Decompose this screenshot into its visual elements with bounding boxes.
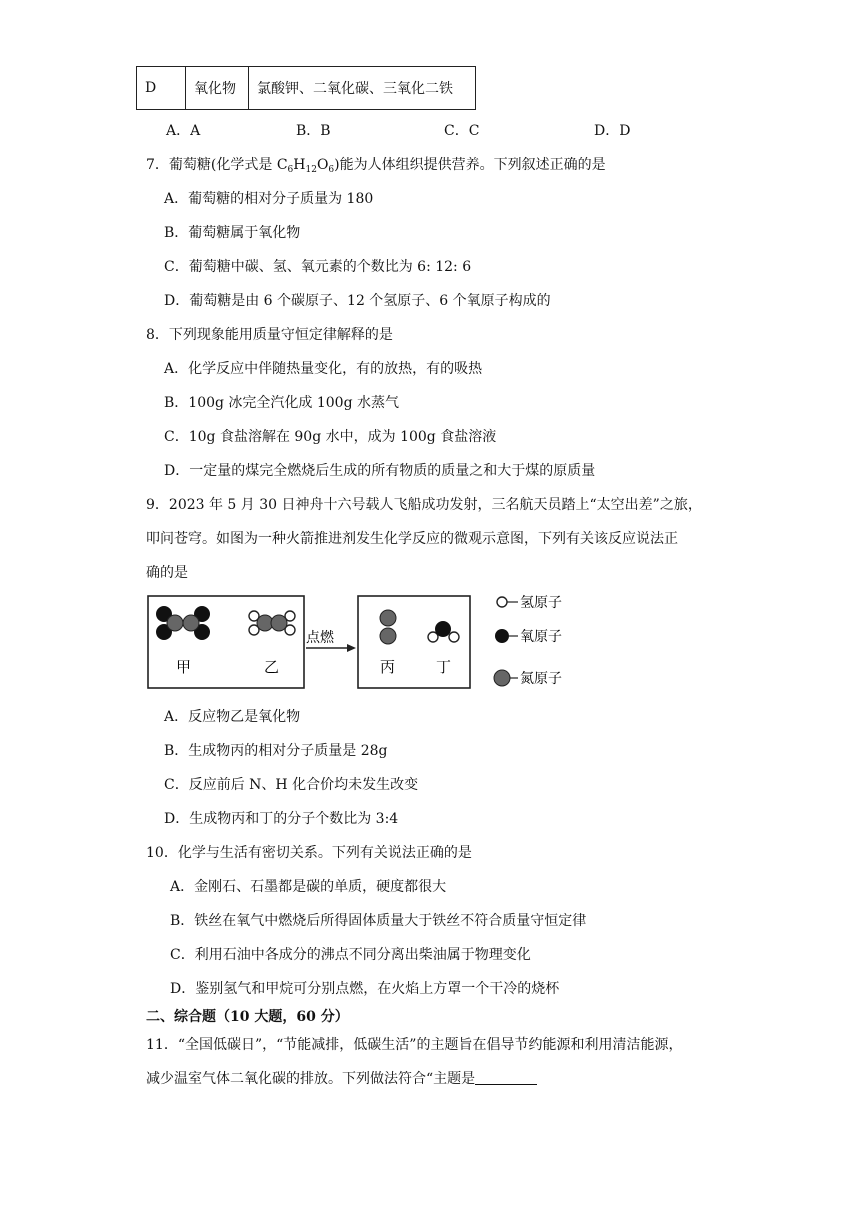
molecule-jia — [156, 606, 210, 640]
q11-line-1: 11．“全国低碳日”，“节能减排，低碳生活”的主题旨在倡导节约能源和利用清洁能源， — [146, 1037, 683, 1053]
q7-option-c: C．葡萄糖中碳、氢、氧元素的个数比为 6: 12: 6 — [164, 259, 472, 275]
q8-option-c: C．10g 食盐溶解在 90g 水中，成为 100g 食盐溶液 — [164, 429, 497, 445]
q8-option-b: B．100g 冰完全汽化成 100g 水蒸气 — [164, 395, 400, 411]
q7-stem-pre: 7．葡萄糖(化学式是 C — [146, 157, 288, 173]
legend-hydrogen: 氢原子 — [520, 595, 562, 611]
hydrogen-atom-icon — [497, 597, 507, 607]
q10-option-c: C．利用石油中各成分的沸点不同分离出柴油属于物理变化 — [170, 947, 531, 963]
q8-option-d: D．一定量的煤完全燃烧后生成的所有物质的质量之和大于煤的原质量 — [164, 463, 596, 479]
q7-stem-post: )能为人体组织提供营养。下列叙述正确的是 — [334, 157, 606, 173]
q9-option-d: D．生成物丙和丁的分子个数比为 3:4 — [164, 811, 399, 827]
q9-option-c: C．反应前后 N、H 化合价均未发生改变 — [164, 777, 419, 793]
reaction-diagram — [146, 590, 586, 694]
table-cell: D — [137, 67, 186, 110]
formula-sub: 6 — [328, 165, 335, 175]
classification-table — [136, 66, 476, 110]
table-cell: 氧化物 — [186, 67, 249, 110]
q9-stem-line-2: 叩问苍穹。如图为一种火箭推进剂发生化学反应的微观示意图，下列有关该反应说法正 — [146, 531, 678, 547]
formula-symbol: O — [316, 157, 329, 173]
q11-line-2 — [146, 1068, 537, 1088]
legend-nitrogen: 氮原子 — [520, 671, 562, 687]
table-cell: 氯酸钾、二氧化碳、三氧化二铁 — [249, 67, 476, 110]
q7-option-d: D．葡萄糖是由 6 个碳原子、12 个氢原子、6 个氧原子构成的 — [164, 293, 551, 309]
q8-stem: 8．下列现象能用质量守恒定律解释的是 — [146, 327, 393, 343]
label-bing: 丙 — [380, 658, 396, 676]
label-yi: 乙 — [264, 658, 280, 676]
molecule-yi — [249, 611, 295, 635]
reactant-box — [148, 596, 304, 688]
q6-option-a: A．A — [166, 123, 201, 139]
formula-sub: 6 — [287, 165, 294, 175]
label-ding: 丁 — [436, 658, 452, 676]
q10-stem: 10．化学与生活有密切关系。下列有关说法正确的是 — [146, 845, 472, 861]
formula-sub: 12 — [305, 165, 317, 175]
q7-option-a: A．葡萄糖的相对分子质量为 180 — [164, 191, 374, 207]
nitrogen-atom-icon — [494, 670, 510, 686]
label-jia: 甲 — [176, 658, 192, 676]
q9-option-b: B．生成物丙的相对分子质量是 28g — [164, 743, 388, 759]
q9-stem-line-1: 9．2023 年 5 月 30 日神舟十六号载人飞船成功发射，三名航天员踏上“太空出差”之旅， — [146, 497, 702, 513]
q10-option-a: A．金刚石、石墨都是碳的单质，硬度都很大 — [170, 879, 447, 895]
molecule-bing — [380, 610, 396, 644]
q10-option-b: B．铁丝在氧气中燃烧后所得固体质量大于铁丝不符合质量守恒定律 — [170, 913, 587, 929]
q10-option-d: D．鉴别氢气和甲烷可分别点燃，在火焰上方罩一个干冷的烧杯 — [170, 981, 560, 997]
q7-option-b: B．葡萄糖属于氧化物 — [164, 225, 301, 241]
answer-blank[interactable] — [475, 1070, 537, 1085]
legend — [494, 595, 562, 687]
legend-oxygen: 氧原子 — [520, 629, 562, 645]
table-row — [137, 67, 476, 110]
formula-symbol: H — [293, 157, 306, 173]
molecule-ding — [428, 621, 459, 642]
q8-option-a: A．化学反应中伴随热量变化，有的放热，有的吸热 — [164, 361, 483, 377]
arrow-head — [347, 644, 356, 652]
q6-option-c: C．C — [444, 123, 480, 139]
q7-stem — [146, 154, 606, 175]
oxygen-atom-icon — [495, 629, 509, 643]
arrow-label: 点燃 — [306, 630, 334, 646]
q6-option-b: B．B — [296, 123, 331, 139]
q11-line-2-text: 减少温室气体二氧化碳的排放。下列做法符合“主题是 — [146, 1071, 476, 1087]
q6-option-d: D．D — [594, 123, 631, 139]
section-heading: 二、综合题（10 大题，60 分） — [146, 1009, 349, 1025]
q9-option-a: A．反应物乙是氧化物 — [164, 709, 301, 725]
q9-stem-line-3: 确的是 — [146, 565, 188, 581]
